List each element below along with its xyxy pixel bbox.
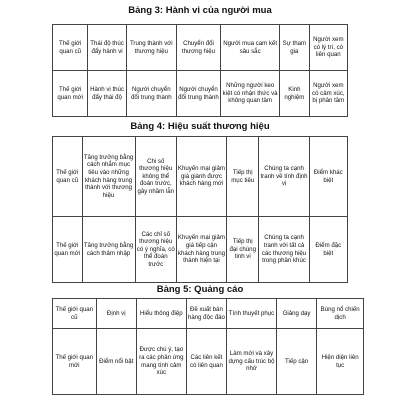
table-row [53,71,348,117]
table-cell: Thế giới quan mới [53,329,97,395]
table5-title: Bảng 5: Quảng cáo [156,284,244,295]
table-cell: Giảng dạy [276,299,316,329]
table-cell: Khuyến mại giảm giá tiếp cận khách hàng trung thành hiện tại [176,217,226,283]
table-cell: Trung thành với thương hiệu [126,25,176,71]
table-cell: Thế giới quan mới [53,217,83,283]
table-cell: Làm mới và xây dựng cấu trúc bộ nhớ [227,329,277,395]
table-cell: Chúng ta cạnh tranh về tính định vị [259,137,309,217]
table-cell: Tính thuyết phục [227,299,277,329]
table-cell: Các chỉ số thương hiệu có ý nghĩa, có thể đoán trước [135,217,176,283]
table-cell: Tiếp thị mục tiêu [227,137,259,217]
table-cell: Tăng trưởng bằng cách thâm nhập [82,217,135,283]
table-row [53,329,364,395]
table-cell: Thế giới quan cũ [53,25,88,71]
table3-title: Bảng 3: Hành vi của người mua [128,5,272,16]
table-cell: Hành vi thúc đẩy thái độ [88,71,126,117]
table-cell: Tăng trưởng bằng cách nhắm mục tiêu vào những khách hàng trung thành với thương hiệu [82,137,135,217]
table-cell: Người chuyển đổi trung thành [176,71,220,117]
table-cell: Người mua cam kết sâu sắc [221,25,280,71]
table-cell: Người xem có cảm xúc, bị phân tâm [309,71,347,117]
table-cell: Kinh nghiệm [280,71,310,117]
table-cell: Đề xuất bán hàng độc đáo [186,299,226,329]
table3-buyer-behavior [52,24,348,117]
table-row [53,217,348,283]
table-cell: Những người keo kiệt có nhận thức và không quan tâm [221,71,280,117]
table-cell: Thế giới quan mới [53,71,88,117]
table-row [53,137,348,217]
table-cell: Các liên kết có liên quan [186,329,226,395]
table-cell: Định vị [96,299,136,329]
table-cell: Tiếp cận [276,329,316,395]
table-cell: Hiện diện liên tục [317,329,364,395]
table-cell: Điểm đặc biệt [309,217,347,283]
table-cell: Người chuyển đổi trung thành [126,71,176,117]
table-cell: Bùng nổ chiến dịch [317,299,364,329]
table-cell: Chúng ta cạnh tranh với tất cả các thương hiệu trong phân khúc [259,217,309,283]
table5-advertising [52,298,364,395]
table-cell: Sự tham gia [280,25,310,71]
table-cell: Thế giới quan cũ [53,299,97,329]
table-cell: Được chú ý, tạo ra các phản ứng mang tính cảm xúc [136,329,186,395]
table-cell: Người xem có lý trí, có liên quan [309,25,347,71]
table4-title: Bảng 4: Hiệu suất thương hiệu [130,121,270,132]
table-cell: Chi số thương hiệu không thể đoán trước, gây nhầm lẫn [135,137,176,217]
table4-brand-performance [52,136,348,283]
table-cell: Tiếp thị đại chúng tinh vi [227,217,259,283]
table-cell: Hiểu thông điệp [136,299,186,329]
table-cell: Thế giới quan cũ [53,137,83,217]
table-cell: Điểm khác biệt [309,137,347,217]
table-cell: Thái độ thúc đẩy hành vi [88,25,126,71]
table-row [53,25,348,71]
table-cell: Khuyến mại giảm giá giành được khách hàng mới [176,137,226,217]
table-cell: Chuyển đổi thương hiệu [176,25,220,71]
table-cell: Điểm nổi bật [96,329,136,395]
table-row [53,299,364,329]
